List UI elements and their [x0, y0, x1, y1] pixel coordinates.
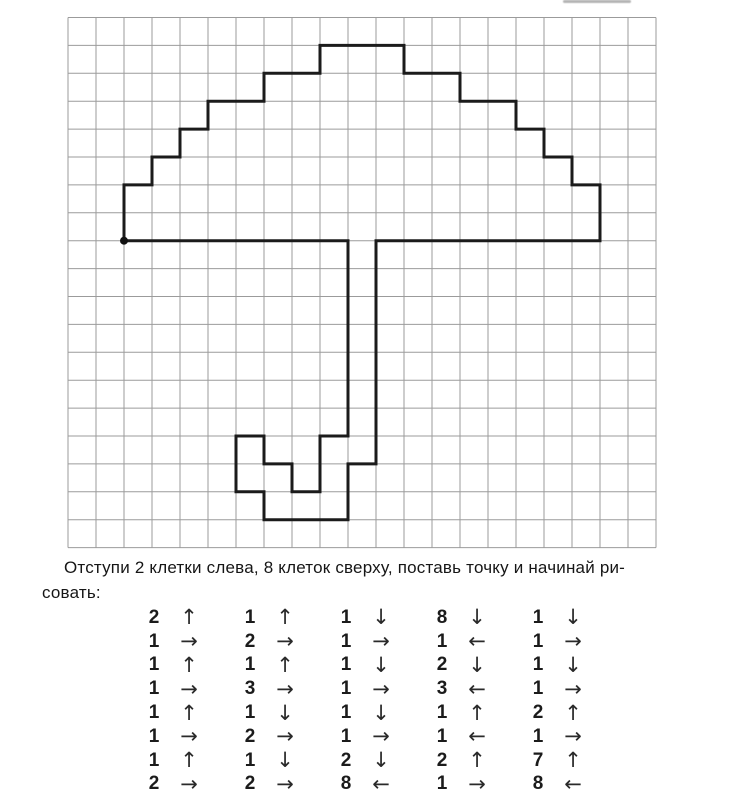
- step-count: 2: [148, 773, 160, 795]
- arrow-right-icon: →: [468, 771, 486, 796]
- dictation-row: [136, 606, 626, 630]
- step-count: 3: [436, 678, 448, 700]
- step-count: 1: [436, 725, 448, 747]
- dictation-step: [136, 773, 232, 795]
- arrow-right-icon: →: [564, 676, 582, 701]
- arrow-right-icon: →: [564, 724, 582, 749]
- arrow-down-icon: ↓: [564, 652, 582, 677]
- dictation-step: [520, 773, 616, 795]
- arrow-up-icon: ↑: [180, 748, 198, 773]
- arrow-right-icon: →: [180, 771, 198, 796]
- step-count: 1: [244, 749, 256, 771]
- arrow-left-icon: ←: [468, 724, 486, 749]
- dictation-step: [424, 702, 520, 724]
- step-count: 1: [244, 702, 256, 724]
- step-count: 1: [340, 725, 352, 747]
- dictation-step: [136, 631, 232, 653]
- dictation-row: [136, 654, 626, 678]
- dictation-step: [424, 773, 520, 795]
- step-count: 1: [436, 702, 448, 724]
- instruction-line-1: Отступи 2 клетки слева, 8 клеток сверху, поставь точку и начинай ри-: [64, 558, 626, 577]
- dictation-step: [232, 678, 328, 700]
- dictation-step: [232, 726, 328, 748]
- step-count: 2: [340, 749, 352, 771]
- arrow-down-icon: ↓: [372, 652, 390, 677]
- dictation-step: [328, 773, 424, 795]
- step-count: 1: [148, 702, 160, 724]
- dictation-step: [136, 678, 232, 700]
- dictation-step: [520, 726, 616, 748]
- dictation-step: [232, 750, 328, 772]
- dictation-step: [328, 750, 424, 772]
- arrow-right-icon: →: [180, 724, 198, 749]
- arrow-up-icon: ↑: [276, 652, 294, 677]
- arrow-right-icon: →: [276, 629, 294, 654]
- dictation-step: [520, 654, 616, 676]
- arrow-right-icon: →: [372, 676, 390, 701]
- step-count: 2: [532, 702, 544, 724]
- dictation-step: [424, 750, 520, 772]
- arrow-left-icon: ←: [468, 676, 486, 701]
- arrow-up-icon: ↑: [180, 700, 198, 725]
- arrow-up-icon: ↑: [180, 652, 198, 677]
- dictation-step: [520, 678, 616, 700]
- dictation-row: [136, 701, 626, 725]
- dictation-step: [328, 607, 424, 629]
- dictation-step: [328, 654, 424, 676]
- dictation-step: [520, 702, 616, 724]
- dictation-step: [232, 654, 328, 676]
- step-count: 1: [148, 749, 160, 771]
- step-count: 1: [532, 678, 544, 700]
- dictation-step: [328, 678, 424, 700]
- step-count: 2: [148, 606, 160, 628]
- dictation-step: [232, 702, 328, 724]
- arrow-right-icon: →: [372, 629, 390, 654]
- arrow-right-icon: →: [276, 771, 294, 796]
- dictation-step: [232, 773, 328, 795]
- step-count: 1: [340, 678, 352, 700]
- arrow-right-icon: →: [180, 629, 198, 654]
- step-count: 2: [244, 725, 256, 747]
- step-count: 1: [436, 773, 448, 795]
- dictation-step: [520, 631, 616, 653]
- step-count: 2: [436, 749, 448, 771]
- instruction-line-2: совать:: [42, 583, 101, 602]
- step-count: 1: [436, 630, 448, 652]
- step-count: 1: [148, 654, 160, 676]
- step-count: 3: [244, 678, 256, 700]
- arrow-left-icon: ←: [468, 629, 486, 654]
- step-count: 1: [244, 654, 256, 676]
- step-count: 1: [244, 606, 256, 628]
- step-count: 1: [340, 702, 352, 724]
- step-count: 8: [436, 606, 448, 628]
- arrow-down-icon: ↓: [564, 605, 582, 630]
- dictation-row: [136, 677, 626, 701]
- dictation-step: [136, 726, 232, 748]
- dictation-step: [136, 654, 232, 676]
- arrow-down-icon: ↓: [372, 700, 390, 725]
- dictation-step: [232, 607, 328, 629]
- umbrella-outline: [124, 45, 600, 519]
- step-count: 2: [244, 630, 256, 652]
- step-count: 1: [148, 678, 160, 700]
- step-count: 8: [340, 773, 352, 795]
- dictation-step: [328, 726, 424, 748]
- arrow-down-icon: ↓: [372, 605, 390, 630]
- step-count: 7: [532, 749, 544, 771]
- dictation-step: [136, 750, 232, 772]
- step-count: 1: [148, 630, 160, 652]
- arrow-up-icon: ↑: [468, 700, 486, 725]
- arrow-up-icon: ↑: [180, 605, 198, 630]
- dictation-step: [232, 631, 328, 653]
- step-count: 2: [244, 773, 256, 795]
- arrow-down-icon: ↓: [372, 748, 390, 773]
- arrow-right-icon: →: [180, 676, 198, 701]
- dictation-step: [328, 702, 424, 724]
- dictation-step: [520, 607, 616, 629]
- dictation-step: [424, 654, 520, 676]
- dictation-step: [424, 726, 520, 748]
- dictation-step: [424, 678, 520, 700]
- dictation-table: [136, 606, 626, 796]
- dictation-row: [136, 630, 626, 654]
- dictation-step: [520, 750, 616, 772]
- arrow-right-icon: →: [564, 629, 582, 654]
- grid-lines: [68, 18, 656, 548]
- step-count: 1: [532, 654, 544, 676]
- step-count: 1: [532, 725, 544, 747]
- dictation-row: [136, 749, 626, 773]
- step-count: 1: [148, 725, 160, 747]
- step-count: 2: [436, 654, 448, 676]
- dictation-step: [136, 702, 232, 724]
- arrow-down-icon: ↓: [468, 652, 486, 677]
- arrow-right-icon: →: [276, 724, 294, 749]
- dictation-step: [328, 631, 424, 653]
- arrow-up-icon: ↑: [564, 748, 582, 773]
- dictation-row: [136, 773, 626, 797]
- arrow-up-icon: ↑: [276, 605, 294, 630]
- dictation-step: [424, 607, 520, 629]
- step-count: 1: [340, 606, 352, 628]
- arrow-up-icon: ↑: [564, 700, 582, 725]
- step-count: 1: [340, 654, 352, 676]
- instruction-paragraph: [42, 555, 732, 605]
- arrow-right-icon: →: [372, 724, 390, 749]
- step-count: 1: [532, 630, 544, 652]
- arrow-down-icon: ↓: [276, 700, 294, 725]
- arrow-left-icon: ←: [564, 771, 582, 796]
- dictation-step: [136, 607, 232, 629]
- arrow-down-icon: ↓: [468, 605, 486, 630]
- arrow-down-icon: ↓: [276, 748, 294, 773]
- arrow-up-icon: ↑: [468, 748, 486, 773]
- dictation-step: [424, 631, 520, 653]
- dictation-row: [136, 725, 626, 749]
- arrow-left-icon: ←: [372, 771, 390, 796]
- arrow-right-icon: →: [276, 676, 294, 701]
- start-dot: [120, 237, 128, 245]
- step-count: 1: [340, 630, 352, 652]
- step-count: 8: [532, 773, 544, 795]
- step-count: 1: [532, 606, 544, 628]
